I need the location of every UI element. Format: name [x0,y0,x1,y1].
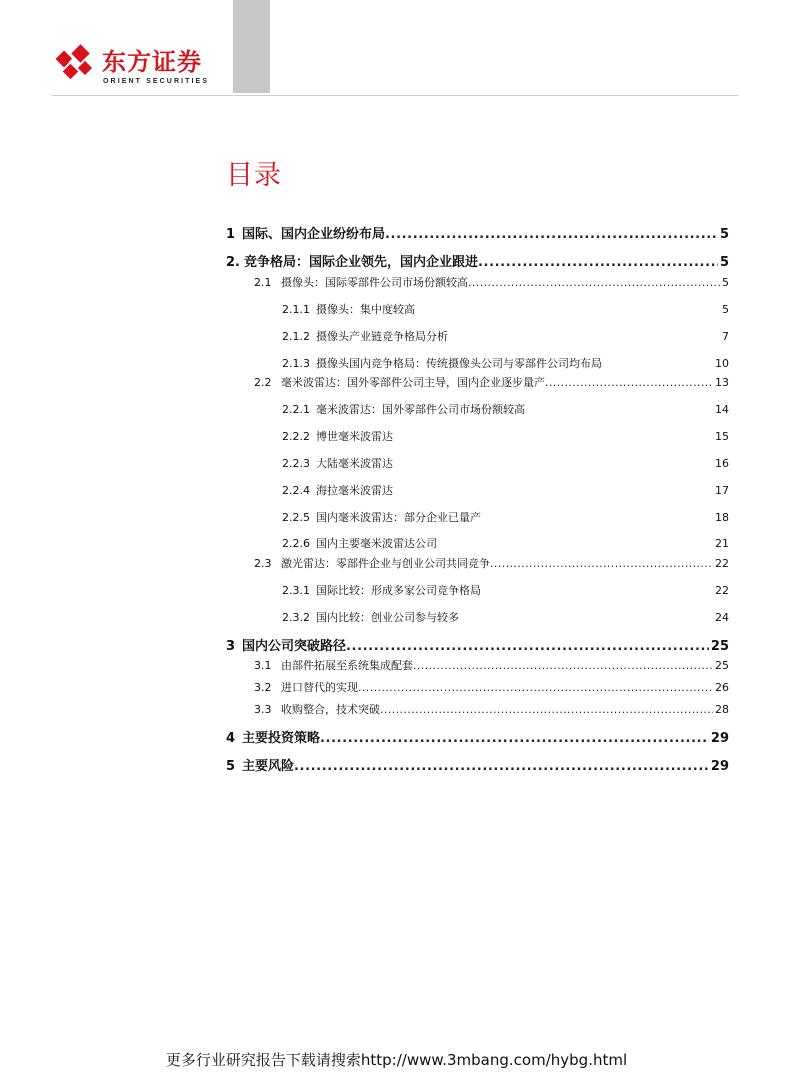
toc-entry-page: 25 [710,639,729,654]
toc-entry-title: 国际比较：形成多家公司竞争格局 [316,584,481,597]
toc-entry-number: 2.2.2 [282,430,310,443]
toc-entry-page: 10 [715,357,729,370]
toc-entry-number: 1 [226,227,236,242]
toc-entry-number: 2.3.2 [282,611,310,624]
toc-entry-number: 2. [226,255,240,270]
toc-entry-number: 3.3 [254,703,272,716]
toc-entry-page: 24 [715,611,729,624]
toc-entry-title: 由部件拓展至系统集成配套 [281,659,413,672]
toc-entry-level3[interactable] [226,456,729,472]
toc-entry-level3[interactable] [226,583,729,599]
header-tab [233,0,270,93]
toc-entry-title: 激光雷达：零部件企业与创业公司共同竞争 [281,557,490,570]
toc-entry-title: 收购整合，技术突破 [281,703,380,716]
toc-entry-title: 国内比较：创业公司参与较多 [316,611,459,624]
toc-entry-level2[interactable] [226,375,729,391]
toc-entry-number: 2.2.5 [282,511,310,524]
toc-entry-title: 国内毫米波雷达：部分企业已量产 [316,511,481,524]
toc-dot-leader [358,680,713,696]
toc-entry-title: 摄像头：集中度较高 [316,303,415,316]
toc-entry-level1[interactable] [226,638,729,656]
toc-entry-page: 5 [722,276,729,289]
toc-entry-level2[interactable] [226,275,729,291]
company-logo [55,44,215,92]
toc-dot-leader [413,658,713,674]
toc-entry-level2[interactable] [226,702,729,718]
toc-entry-level3[interactable] [226,510,729,526]
toc-entry-title: 主要风险 [242,759,295,774]
toc-entry-number: 2.3.1 [282,584,310,597]
toc-entry-number: 5 [226,759,236,774]
toc-entry-number: 2.1.3 [282,357,310,370]
toc-entry-page: 22 [715,557,729,570]
toc-entry-number: 2.2.3 [282,457,310,470]
toc-entry-number: 2.2.4 [282,484,310,497]
toc-entry-page: 17 [715,484,729,497]
toc-entry-page: 5 [719,227,729,242]
toc-entry-page: 5 [722,303,729,316]
header-divider [52,95,739,96]
toc-entry-page: 5 [719,255,729,270]
toc-entry-title: 摄像头：国际零部件公司市场份额较高 [281,276,468,289]
toc-entry-title: 主要投资策略 [242,731,321,746]
toc-dot-leader [385,226,718,244]
orient-logo-icon [55,44,97,86]
toc-entry-level2[interactable] [226,658,729,674]
toc-entry-page: 18 [715,511,729,524]
toc-entry-page: 16 [715,457,729,470]
toc-entry-page: 29 [710,731,729,746]
toc-entry-level3[interactable] [226,329,729,345]
toc-entry-title: 摄像头产业链竞争格局分析 [316,330,448,343]
toc-entry-number: 2.2.1 [282,403,310,416]
toc-entry-level3[interactable] [226,483,729,499]
toc-dot-leader [468,275,720,291]
toc-entry-page: 22 [715,584,729,597]
toc-dot-leader [478,254,718,272]
toc-entry-title: 进口替代的实现 [281,681,358,694]
toc-dot-leader [346,638,709,656]
toc-entry-level1[interactable] [226,758,729,776]
toc-entry-number: 2.1.2 [282,330,310,343]
toc-entry-level3[interactable] [226,402,729,418]
toc-entry-page: 29 [710,759,729,774]
toc-entry-level1[interactable] [226,226,729,244]
toc-entry-level1[interactable] [226,254,729,272]
toc-dot-leader [294,758,709,776]
toc-dot-leader [545,375,713,391]
toc-entry-page: 13 [715,376,729,389]
toc-entry-level1[interactable] [226,730,729,748]
toc-entry-page: 15 [715,430,729,443]
toc-entry-page: 7 [722,330,729,343]
toc-entry-title: 博世毫米波雷达 [316,430,393,443]
toc-title: 目录 [226,160,282,191]
toc-entry-title: 大陆毫米波雷达 [316,457,393,470]
toc-dot-leader [320,730,709,748]
toc-entry-level3[interactable] [226,610,729,626]
toc-entry-title: 竞争格局：国际企业领先，国内企业跟进 [244,255,479,270]
toc-entry-page: 28 [715,703,729,716]
toc-entry-number: 3.1 [254,659,272,672]
toc-entry-number: 2.2 [254,376,272,389]
toc-entry-title: 国内主要毫米波雷达公司 [316,537,437,550]
toc-entry-number: 3.2 [254,681,272,694]
toc-entry-level3[interactable] [226,536,729,552]
toc-entry-number: 2.2.6 [282,537,310,550]
toc-dot-leader [380,702,713,718]
toc-entry-number: 2.1 [254,276,272,289]
toc-entry-number: 2.1.1 [282,303,310,316]
toc-entry-number: 3 [226,639,236,654]
toc-entry-page: 25 [715,659,729,672]
toc-entry-title: 毫米波雷达：国外零部件公司主导，国内企业逐步量产 [281,376,545,389]
toc-entry-title: 国内公司突破路径 [242,639,347,654]
toc-entry-level3[interactable] [226,356,729,372]
toc-entry-title: 摄像头国内竞争格局：传统摄像头公司与零部件公司均布局 [316,357,602,370]
toc-entry-number: 4 [226,731,236,746]
logo-chinese-name: 东方证券 [102,48,202,76]
toc-entry-level3[interactable] [226,302,729,318]
toc-entry-title: 国际、国内企业纷纷布局 [242,227,386,242]
toc-entry-title: 海拉毫米波雷达 [316,484,393,497]
toc-entry-number: 2.3 [254,557,272,570]
toc-entry-level2[interactable] [226,556,729,572]
toc-entry-page: 21 [715,537,729,550]
toc-entry-page: 14 [715,403,729,416]
toc-entry-level3[interactable] [226,429,729,445]
toc-dot-leader [490,556,713,572]
toc-entry-level2[interactable] [226,680,729,696]
toc-entry-page: 26 [715,681,729,694]
footer-download-link[interactable]: 更多行业研究报告下载请搜索http://www.3mbang.com/hybg.html [165,1051,628,1069]
toc-entry-title: 毫米波雷达：国外零部件公司市场份额较高 [316,403,525,416]
logo-english-name: ORIENT SECURITIES [103,78,210,85]
